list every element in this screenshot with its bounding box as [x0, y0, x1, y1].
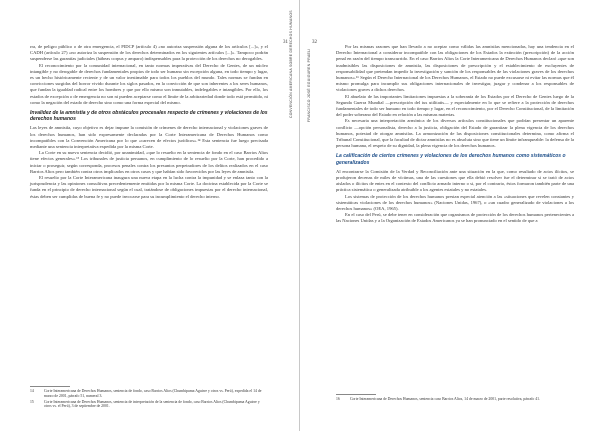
footnote [30, 400, 268, 410]
section-heading: La calificación de ciertos crímenes y violaciones de los derechos humanos como sistemáticos o generalizados [336, 153, 566, 166]
footnote-number: 16 [336, 397, 340, 401]
section-heading: Invalidez de la amnistía y de otros obstáculos procesales respecto de crímenes y violaciones de los derechos humanos [30, 110, 268, 123]
right-page [300, 0, 600, 431]
footnotes [336, 397, 574, 403]
paragraph: rra, de peligro público o de otra emergencia, el PIDCP (artículo 4) «no autoriza suspensión alguna de los artículos [...]», y el CADH (artículo 27) «no autoriza la suspensión de los derechos determinados en los siguientes artículos [...]». Tampoco podrán suspenderse las garantías judiciales (hábeas corpus y amparo) indispensables para la protección de los derechos no derogables. [30, 44, 268, 62]
paragraph: Los sistemas de protección de los derechos humanos prestan especial atención a las «situaciones que revelen constantes y sistemáticas violaciones de los derechos humanos» (Naciones Unidas, 1967), o «un cuadro generalizado de violaciones a los derechos humanos» (OEA, 1965). [336, 193, 574, 212]
paragraph: El reconocimiento por la comunidad internacional, en tanto normas imperativas del Derecho de Gentes, de un núcleo intangible y no derogable de derechos fundamentales propios de todo ser humano sin excepción alguna, en todo tiempo y lugar, es un hecho históricamente reciente y de un valor inestimable para todos los pueblos del mundo. Tales normas se fundan en convicciones surgidas del horror vivido durante los siglos pasados, en la convicción de que son inherentes a los seres humanos, que fundan la igualdad radical entre los hombres y que por ello mismo son inmutables, indelegables e intangibles. Por ello, los estados de excepción o de emergencia no son ni pueden aceptarse como el límite de la arbitrariedad donde todo está permitido, ni como la negación del estado de derecho sino como una forma especial del mismo. [30, 62, 268, 105]
running-head: FRANCISCO JOSÉ EGUIGUREN PRAELI [307, 48, 311, 122]
paragraph: La Corte en su nueva sentencia decidió, por unanimidad, «que lo resuelto en la sentencia de fondo en el caso Barrios Altos tiene efectos generales».¹⁵ Los tribunales de justicia peruanos, en cumplimiento de lo resuelto por la Corte, han procedido a iniciar o proseguir, según corresponda, procesos penales contra los presuntos perpetradores de los delitos realizados en el caso Barrios Altos pero también contra otros implicados en otros casos y que habían sido favorecidos por las leyes de amnistía. [30, 150, 268, 174]
page-number: 31 [283, 40, 288, 45]
footnote-text: Corte Interamericana de Derechos Humanos, sentencia de fondo, caso Barrios Altos (Chumbipuma Aguirre y otros vs. Perú), expedida el 14 de marzo de 2001, párrafo 51, numeral 3. [44, 389, 262, 398]
paragraph: Es necesaria una interpretación armónica de los diversos artículos constitucionales que podrían presentar un aparente conflicto —opción personalista, derecho a la justicia, obligación del Estado de garantizar la plena vigencia de los derechos humanos, potestad de otorgar amnistías. La armonización de las disposiciones constitucionales determina, como afirma el Tribunal Constitucional, que la facultad de dictar amnistías no es absoluta sino que tiene un límite infranqueable: la defensa de la persona humana, el respeto de su dignidad, la plena vigencia de los derechos humanos. [336, 118, 574, 149]
footnote-number: 14 [30, 389, 34, 393]
footnote-rule [30, 386, 70, 387]
paragraph: Las leyes de amnistía, cuyo objetivo es dejar impune la comisión de crímenes de derecho internacional y violaciones graves de los derechos humanos, han sido expresamente declaradas por la Corte Interamericana de Derechos Humanos como incompatibles con la Convención Americana por lo que «carecen de efectos jurídicos».¹⁴ Esta sentencia fue luego precisada mediante una sentencia interpretativa expedida por la misma Corte. [30, 125, 268, 150]
footnote [336, 397, 574, 402]
page-number: 32 [312, 40, 317, 45]
footnote-number: 15 [30, 399, 34, 404]
paragraph: Por las mismas razones que han llevado a no aceptar como válidas las amnistías mencionadas, hay una tendencia en el Derecho Internacional a considerar incompatible con las obligaciones de los Estados la extinción (prescripción) de la acción penal en razón del tiempo transcurrido. En el caso Barrios Altos la Corte Interamericana de Derechos Humanos declaró «que son inadmisibles las disposiciones de amnistía, las disposiciones de prescripción y el establecimiento de excluyentes de responsabilidad que pretendan impedir la investigación y sanción de los responsables de las violaciones graves de los derechos humanos».¹⁶ Según el Derecho Internacional de los Derechos Humanos, el Estado no puede excusarse ni evitar las normas que él mismo promulga para incumplir sus obligaciones internacionales de investigar, juzgar y condenar a los responsables de violaciones graves a dichos derechos. [336, 44, 574, 93]
footnote [30, 389, 268, 399]
paragraph: El abuelato de las importantes limitaciones impuestas a la soberanía de los Estados por el Derecho de Gentes luego de la Segunda Guerra Mundial —prescripción del ius utilitatis— y especialmente en lo que se refiere a la protección de derechos fundamentales de todo ser humano en todo tiempo y lugar, en el reconocimiento, por el Derecho Constitucional, de la limitación del poder soberano del Estado en relación a las mismas materias. [336, 93, 574, 118]
running-head: CONVENCIÓN AMERICANA SOBRE DERECHOS HUMANOS [289, 10, 293, 118]
paragraph: Al encontrarse la Comisión de la Verdad y Reconciliación ante una situación en la que, como resultado de actos ilícitos, se produjeron decenas de miles de víctimas, una de las cuestiones que ella debió resolver fue el determinar si se trató de actos aislados o ilícitos de entes en el contexto del conflicto armado interno o si, por el contrario, éstos formaron también parte de una práctica sistemática o generalizada atribuible a los agentes estatales y no estatales. [336, 168, 574, 193]
paragraph: En el caso del Perú, se debe tener en consideración que organismos de protección de los derechos humanos pertenecientes a las Naciones Unidas y a la Organización de Estados Americanos ya se han pronunciado en el sentido de que a [336, 212, 574, 224]
left-text-column [30, 44, 268, 200]
footnote-text: Corte Interamericana de Derechos Humanos, sentencia de interpretación de la sentencia de fondo, caso Barrios Altos (Chumbipuma Aguirre y otros vs. el Perú), 3 de septiembre de 2001. [44, 399, 260, 409]
footnote-text: Corte Interamericana de Derechos Humanos, sentencia caso Barrios Altos, 14 de marzo de 2001, parte resolutiva, párrafo 41. [350, 397, 540, 401]
paragraph: El resuelto por la Corte Interamericana inaugura una nueva etapa en la lucha contra la impunidad y se enlaza tanto con la jurisprudencia y las opiniones consultivas precedentemente emitidas por la misma Corte. La doctrina establecida por la Corte se funda en el principio de derecho internacional según el cual, tratándose de obligaciones impuestas por el derecho internacional, éstas deben ser cumplidas de buena fe y no puede invocarse para su incumplimiento el derecho interno. [30, 175, 268, 199]
right-text-column [336, 44, 574, 225]
footnote-rule [336, 394, 376, 395]
footnotes [30, 389, 268, 410]
